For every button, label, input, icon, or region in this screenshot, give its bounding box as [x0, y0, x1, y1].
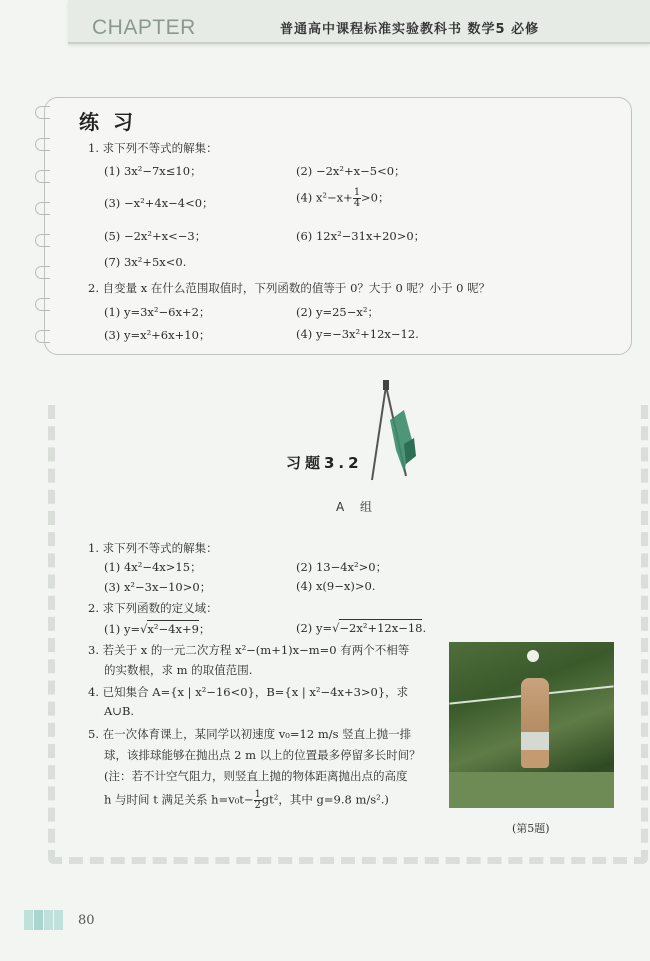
- problem-1: 1. 求下列不等式的解集：: [88, 541, 218, 555]
- problem-3-line: 的实数根，求 m 的取值范围.: [104, 663, 253, 677]
- page-number: 80: [78, 913, 95, 928]
- practice-q1-item: (6) 12x²−31x+20>0；: [296, 229, 426, 243]
- problem-4-line: A∪B.: [104, 704, 135, 718]
- problem-5-line: 5. 在一次体育课上，某同学以初速度 v₀=12 m/s 竖直上抛一排: [88, 727, 412, 741]
- student-figure: [521, 678, 549, 768]
- binder-ring: [35, 298, 50, 311]
- practice-q1-item: (5) −2x²+x<−3；: [104, 229, 207, 243]
- practice-q1-item: (4) x²−x+ $\frac{1}{4}$ >0；: [296, 187, 390, 209]
- problem-3-line: 3. 若关于 x 的一元二次方程 x²−(m+1)x−m=0 有两个不相等: [88, 643, 410, 657]
- binder-ring: [35, 330, 50, 343]
- binder-ring: [35, 106, 50, 119]
- volleyball: [527, 650, 539, 662]
- practice-q2-item: (1) y=3x²−6x+2；: [104, 305, 211, 319]
- problem-2: 2. 求下列函数的定义域：: [88, 601, 218, 615]
- ground: [449, 772, 614, 808]
- binder-ring: [35, 266, 50, 279]
- page-marker-bar: [24, 910, 64, 930]
- chapter-header: [68, 0, 650, 44]
- practice-q2-item: (4) y=−3x²+12x−12.: [296, 327, 419, 341]
- problem-1-item: (4) x(9−x)>0.: [296, 579, 376, 593]
- practice-title: 练习: [79, 110, 147, 134]
- practice-q2: 2. 自变量 x 在什么范围取值时，下列函数的值等于 0？大于 0 呢？小于 0 呢？: [88, 281, 491, 295]
- exercise-set-title: 习题3.2: [286, 454, 363, 472]
- practice-q2-item: (2) y=25−x²；: [296, 305, 379, 319]
- problem-1-item: (3) x²−3x−10>0；: [104, 580, 212, 594]
- problem-1-item: (2) 13−4x²>0；: [296, 560, 388, 574]
- compass-icon: [368, 380, 422, 490]
- fraction: $\frac{1}{2}$: [254, 789, 261, 811]
- chapter-label: CHAPTER: [92, 16, 196, 39]
- group-title: A 组: [336, 500, 379, 514]
- practice-q1-item: (1) 3x²−7x≤10；: [104, 164, 202, 178]
- binder-ring: [35, 170, 50, 183]
- binder-ring: [35, 202, 50, 215]
- problem-4-line: 4. 已知集合 A={x | x²−16<0}，B={x | x²−4x+3>0}，求: [88, 685, 409, 699]
- practice-q1-item: (3) −x²+4x−4<0；: [104, 196, 214, 210]
- book-title: 普通高中课程标准实验教科书 数学5 必修: [280, 22, 540, 37]
- practice-q1-item: (7) 3x²+5x<0.: [104, 255, 187, 269]
- binder-ring: [35, 138, 50, 151]
- problem-5-line: 球，该排球能够在抛出点 2 m 以上的位置最多停留多长时间？: [104, 748, 421, 762]
- problem-5-line: h 与时间 t 满足关系 h=v₀t− $\frac{1}{2}$ gt²，其中 g=9.8 m/s².): [104, 789, 389, 811]
- practice-q2-item: (3) y=x²+6x+10；: [104, 328, 211, 342]
- binder-ring: [35, 234, 50, 247]
- problem-2-item: (1) y=√x²−4x+9；: [104, 622, 211, 636]
- fraction: $\frac{1}{4}$: [353, 187, 361, 209]
- problem-1-item: (1) 4x²−4x>15；: [104, 560, 202, 574]
- practice-q1-item: (2) −2x²+x−5<0；: [296, 164, 406, 178]
- photo-caption: (第5题): [512, 822, 550, 835]
- practice-q1: 1. 求下列不等式的解集：: [88, 141, 218, 155]
- problem-2-item: (2) y=√−2x²+12x−18.: [296, 621, 427, 635]
- volleyball-photo: [449, 642, 614, 808]
- problem-5-line: (注：若不计空气阻力，则竖直上抛的物体距离抛出点的高度: [104, 769, 408, 783]
